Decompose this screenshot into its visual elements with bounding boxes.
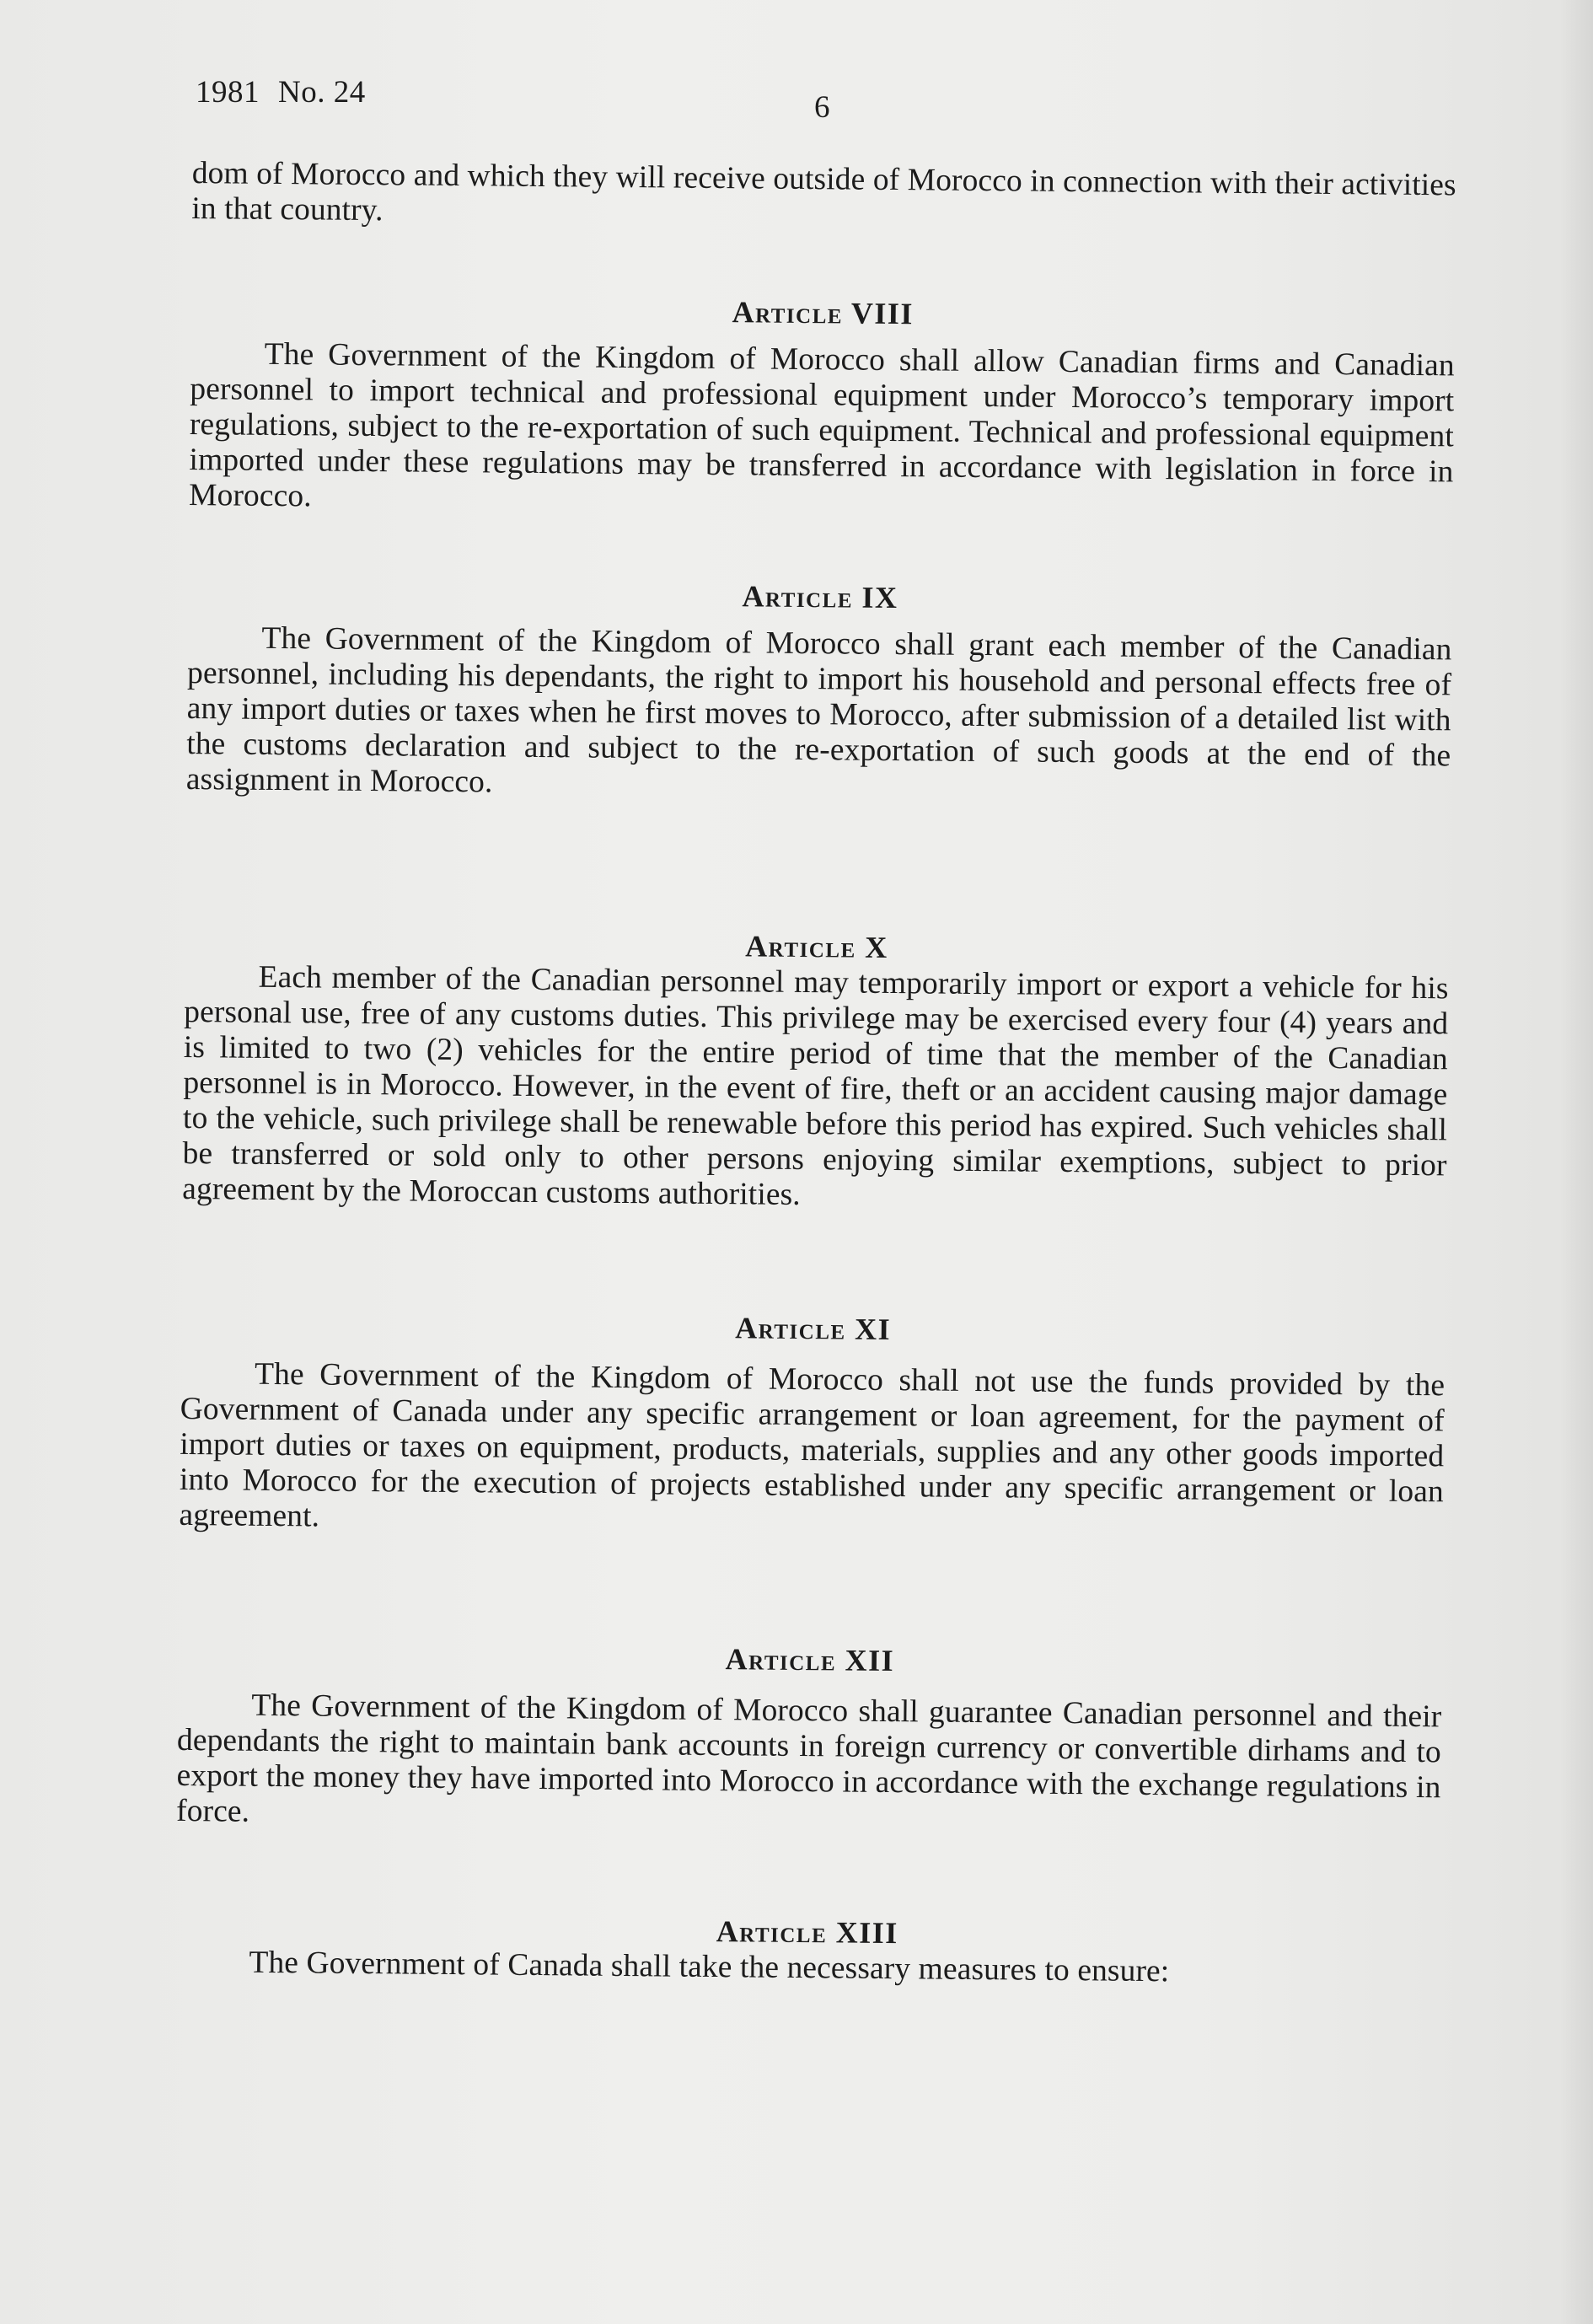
page-number: 6 bbox=[814, 90, 830, 125]
article-x-heading: Article X bbox=[745, 929, 888, 964]
article-xiii-text: The Government of Canada shall take the necessary measures to ensure: bbox=[249, 1945, 1170, 1989]
header-reference bbox=[196, 74, 366, 110]
header-number: No. 24 bbox=[278, 75, 366, 110]
continuation-paragraph: dom of Morocco and which they will receive outside of Morocco in connection with their activities in that country. bbox=[191, 156, 1456, 228]
document-body bbox=[174, 156, 1456, 1992]
article-ix-heading: Article IX bbox=[742, 579, 898, 615]
article-xii-text: The Government of the Kingdom of Morocco shall guarantee Canadian personnel and their dependants the right to maintain bank accounts in foreign currency or convertible dirhams and to export the money they have imported into Morocco in accordance with the exchange regulations in force. bbox=[175, 1688, 1442, 1829]
article-ix-text: The Government of the Kingdom of Morocco shall grant each member of the Canadian personnel, including his dependants, the right to import his household and personal effects free of any import duties or taxes when he first moves to Morocco, after submission of a detailed list with the customs declaration and subject to the re-exportation of such goods at the end of the assignment in Morocco. bbox=[185, 620, 1452, 800]
binding-shadow bbox=[1559, 0, 1593, 2324]
article-xi-heading: Article XI bbox=[734, 1311, 892, 1347]
article-xiii-heading: Article XIII bbox=[716, 1914, 898, 1951]
article-viii-heading: Article VIII bbox=[732, 295, 914, 331]
article-xi-text: The Government of the Kingdom of Morocco shall not use the funds provided by the Government of Canada under any specific arrangement or loan agreement, for the payment of import duties or taxes on equipment, products, materials, supplies and any other goods imported into Morocco for the execution of projects established under any specific arrangement or loan agreement. bbox=[179, 1356, 1446, 1534]
page-header bbox=[196, 74, 1460, 125]
article-x-text: Each member of the Canadian personnel may temporarily import or export a vehicle for his personal use, free of any customs duties. This privilege may be exercised every four (4) years and is limited to two (2) vehicles for the entire period of time that the member of the Canadian personnel is in Morocco. However, in the event of fire, theft or an accident causing major damage to the vehicle, such privilege shall be renewable before this period has expired. Such vehicles shall be transferred or sold only to other persons enjoying similar exemptions, subject to prior agreement by the Moroccan customs authorities. bbox=[182, 959, 1449, 1212]
article-xii-heading: Article XII bbox=[725, 1642, 895, 1678]
header-year: 1981 bbox=[196, 75, 260, 110]
article-viii-text: The Government of the Kingdom of Morocco shall allow Canadian firms and Canadian personnel to import technical and professional equipment under Morocco’s temporary import regulations, subject to the re-exportation of such equipment. Technical and professional equipment imported under these regulations may be transferred in accordance with legislation in force in Morocco. bbox=[188, 336, 1455, 514]
